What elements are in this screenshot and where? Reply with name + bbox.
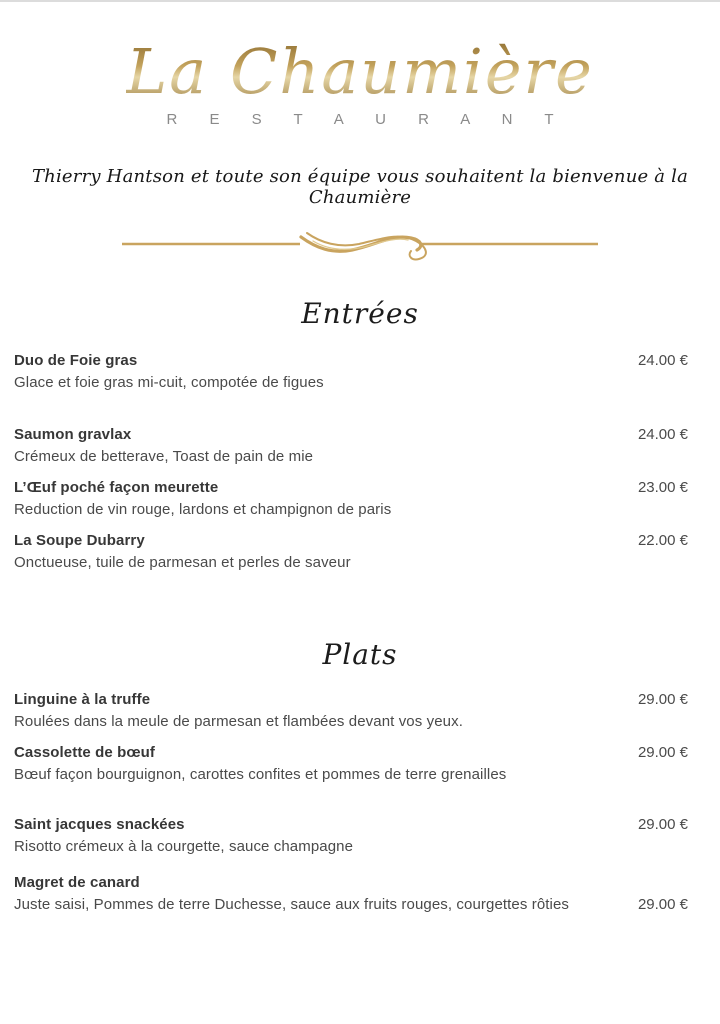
menu-item-name: La Soupe Dubarry xyxy=(14,532,145,550)
menu-item xyxy=(14,689,688,733)
restaurant-logo xyxy=(0,2,720,128)
menu-item-row xyxy=(14,742,688,764)
menu-item-description: Reduction de vin rouge, lardons et champignon de paris xyxy=(14,501,392,519)
menu-item xyxy=(14,530,688,574)
menu-section-plats xyxy=(0,689,720,916)
menu-item xyxy=(14,872,688,916)
menu-item-row xyxy=(14,530,688,552)
menu-item-price: 29.00 € xyxy=(637,896,688,914)
menu-item-name: L’Œuf poché façon meurette xyxy=(14,479,219,497)
menu-item xyxy=(14,424,688,468)
menu-item-description: Crémeux de betterave, Toast de pain de mie xyxy=(14,448,314,466)
menu-item-price: 29.00 € xyxy=(637,816,688,834)
menu-item-name: Duo de Foie gras xyxy=(14,352,138,370)
menu-item-row xyxy=(14,477,688,499)
welcome-message: Thierry Hantson et toute son équipe vous souhaitent la bienvenue à la Chaumière xyxy=(31,166,689,209)
logo-script-text: La Chaumière xyxy=(126,35,594,108)
menu-item-name: Saint jacques snackées xyxy=(14,816,185,834)
menu-item-description: Bœuf façon bourguignon, carottes confites et pommes de terre grenailles xyxy=(14,766,507,784)
menu-item-row xyxy=(14,894,688,916)
menu-item-price: 23.00 € xyxy=(637,479,688,497)
menu-item-name: Linguine à la truffe xyxy=(14,691,151,709)
menu-item-row xyxy=(14,814,688,836)
menu-item-row xyxy=(14,350,688,372)
menu-item-name: Magret de canard xyxy=(14,874,140,892)
logo-subtitle: R E S T A U R A N T xyxy=(166,111,568,129)
section-title-entrees: Entrées xyxy=(301,297,419,331)
menu-item-description: Glace et foie gras mi-cuit, compotée de figues xyxy=(14,374,324,392)
menu-item xyxy=(14,477,688,521)
menu-item-row xyxy=(14,424,688,446)
menu-item-row xyxy=(14,689,688,711)
divider xyxy=(0,224,720,275)
menu-item xyxy=(14,814,688,858)
divider-flourish-icon xyxy=(110,224,610,270)
menu-item-name: Cassolette de bœuf xyxy=(14,744,155,762)
menu-item-price: 29.00 € xyxy=(637,744,688,762)
menu-item-description: Onctueuse, tuile de parmesan et perles de saveur xyxy=(14,554,351,572)
menu-item-description: Risotto crémeux à la courgette, sauce champagne xyxy=(14,838,354,856)
menu-item-price: 24.00 € xyxy=(637,426,688,444)
menu-item-description: Juste saisi, Pommes de terre Duchesse, sauce aux fruits rouges, courgettes rôties xyxy=(14,896,570,914)
menu-item xyxy=(14,742,688,786)
menu-item-name: Saumon gravlax xyxy=(14,426,132,444)
menu-item-price: 24.00 € xyxy=(637,352,688,370)
menu-item-description: Roulées dans la meule de parmesan et flambées devant vos yeux. xyxy=(14,713,463,731)
section-title-plats: Plats xyxy=(322,638,398,672)
menu-section-entrees xyxy=(0,350,720,574)
menu-item-price: 22.00 € xyxy=(637,532,688,550)
menu-item-row xyxy=(14,872,688,894)
menu-item-price: 29.00 € xyxy=(637,691,688,709)
menu-item xyxy=(14,350,688,394)
